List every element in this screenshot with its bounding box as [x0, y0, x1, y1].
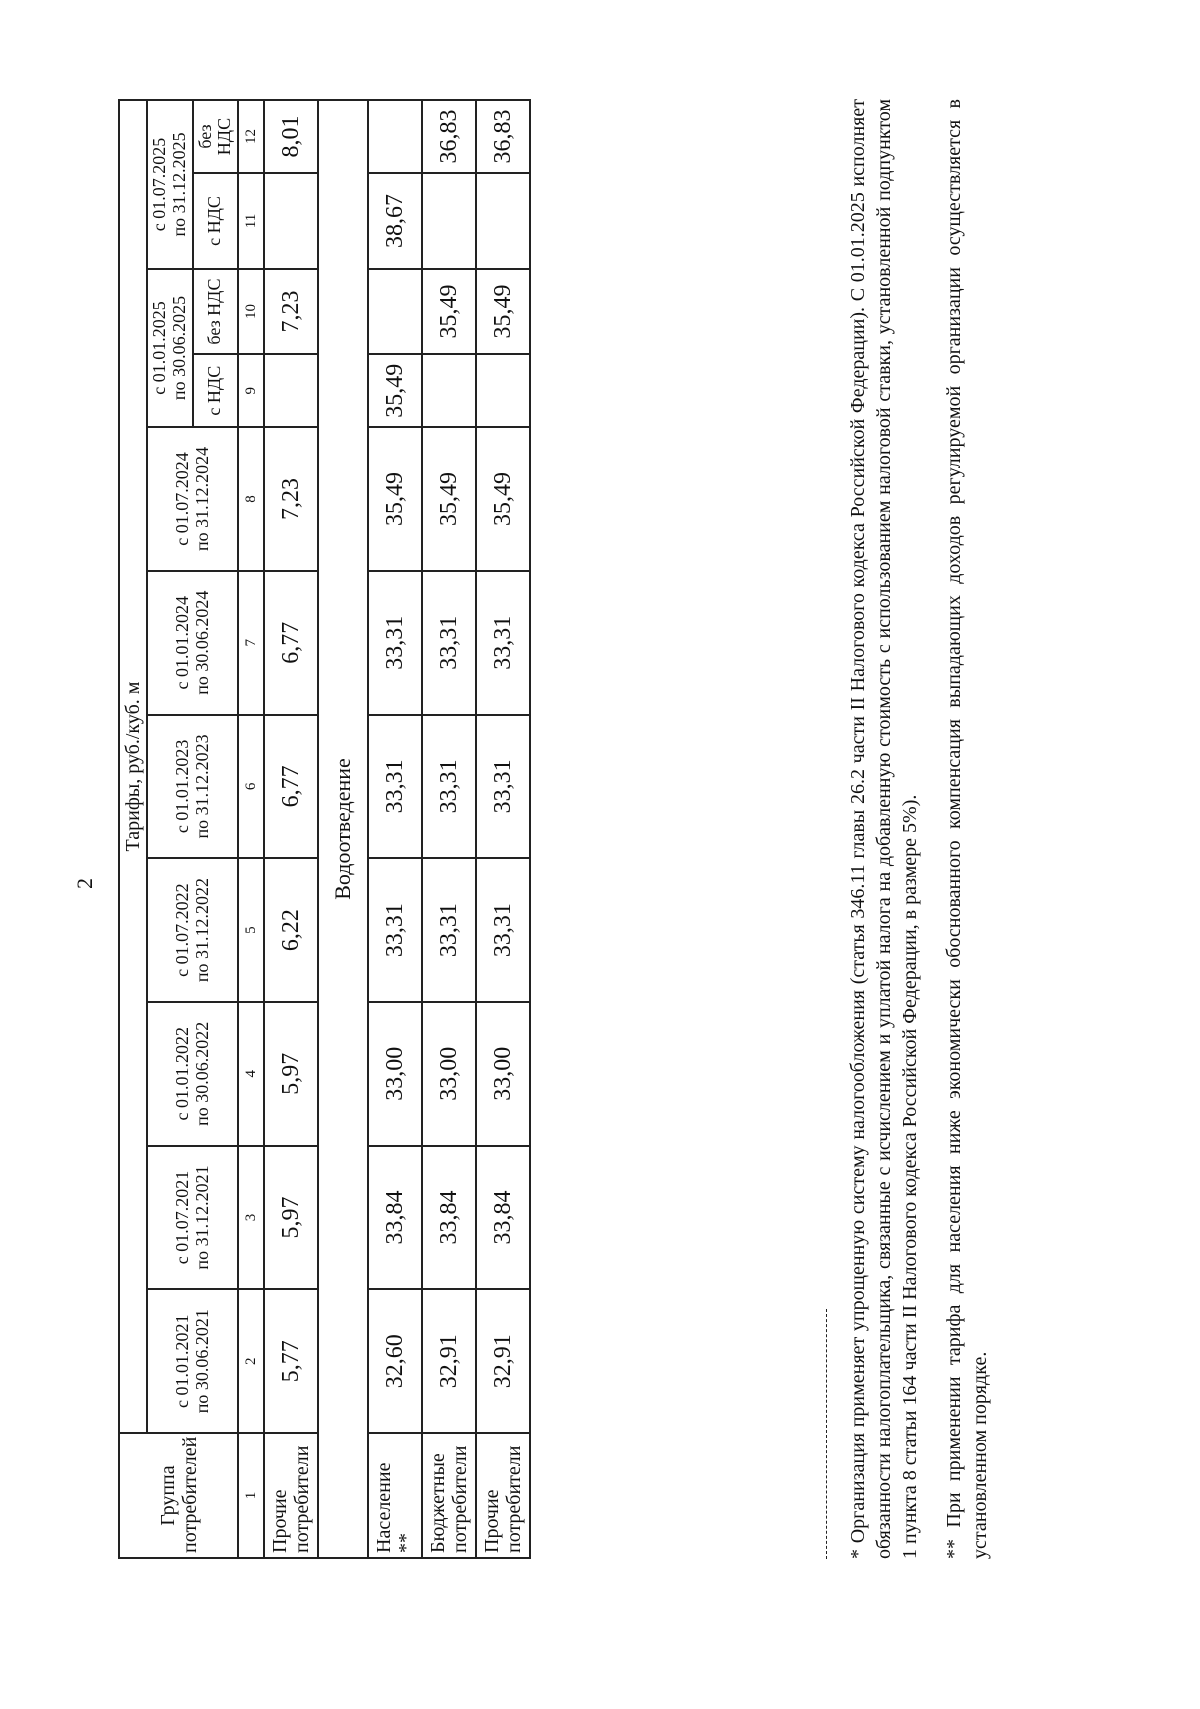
period-header: с 01.07.2024 по 31.12.2024 [147, 427, 238, 571]
tariff-value: 32,60 [368, 1289, 422, 1433]
tariff-value: 33,31 [422, 571, 476, 715]
footnote-1: * Организация применяет упрощенную систему налогообложения (статья 346.11 главы 26.2 части II Налогового кодекса Российской Федерации). С 01.01.2025 исполняет обязанности налогоплательщика, связанные с исчислением и уплатой налога на добавленную стоимость с использованием налоговой ставки, установленной подпунктом 1 пункта 8 статьи 164 части II Налогового кодекса Российской Федерации, в размере 5%). [847, 99, 921, 1559]
period-header: с 01.07.2021 по 31.12.2021 [147, 1146, 238, 1290]
tariff-value: 36,83 [476, 100, 530, 173]
tariff-value: 33,31 [476, 715, 530, 859]
tariff-value: 35,49 [476, 269, 530, 354]
period-header: с 01.01.2021 по 30.06.2021 [147, 1289, 238, 1433]
tariff-value: 32,91 [476, 1289, 530, 1433]
section-title: Водоотведение [318, 100, 368, 1558]
tariff-value: 32,91 [422, 1289, 476, 1433]
tariff-value [422, 354, 476, 427]
column-number: 2 [238, 1289, 264, 1433]
no-vat-subheader: без НДС [193, 269, 239, 354]
period-header: с 01.01.2023 по 31.12.2023 [147, 715, 238, 859]
tariff-value [422, 173, 476, 269]
header-row-1 [119, 100, 147, 1558]
tariff-value: 7,23 [264, 269, 318, 354]
tariff-value: 35,49 [476, 427, 530, 571]
header-row-2 [147, 100, 193, 1558]
tariff-value: 33,31 [368, 571, 422, 715]
vat-subheader: с НДС [193, 354, 239, 427]
column-number: 7 [238, 571, 264, 715]
consumer-group: Прочие потребители [264, 1433, 318, 1558]
tariff-value: 33,00 [422, 1002, 476, 1146]
column-number: 5 [238, 858, 264, 1002]
column-number: 1 [238, 1433, 264, 1558]
column-number: 8 [238, 427, 264, 571]
page-number: 2 [72, 878, 97, 889]
tariff-value: 5,77 [264, 1289, 318, 1433]
tariff-value [264, 354, 318, 427]
tariff-value: 33,00 [476, 1002, 530, 1146]
tariff-value: 35,49 [368, 427, 422, 571]
footnotes [826, 99, 1011, 1559]
tariff-value: 33,00 [368, 1002, 422, 1146]
no-vat-subheader: без НДС [193, 100, 239, 173]
period-header: с 01.01.2024 по 30.06.2024 [147, 571, 238, 715]
tariff-value [476, 354, 530, 427]
tariff-value: 8,01 [264, 100, 318, 173]
tariff-value: 33,31 [422, 858, 476, 1002]
tariff-value: 6,77 [264, 571, 318, 715]
period-header: с 01.01.2025 по 30.06.2025 [147, 269, 193, 427]
consumer-group: Население ** [368, 1433, 422, 1558]
tariff-value [264, 173, 318, 269]
section-row [318, 100, 368, 1558]
tariffs-header: Тарифы, руб./куб. м [119, 100, 147, 1433]
tariff-value: 33,84 [368, 1146, 422, 1290]
tariff-value: 6,22 [264, 858, 318, 1002]
tariff-value: 38,67 [368, 173, 422, 269]
column-number: 10 [238, 269, 264, 354]
table-row [264, 100, 318, 1558]
column-number-row [238, 100, 264, 1558]
table-row [368, 100, 422, 1558]
table-row [422, 100, 476, 1558]
tariff-value [476, 173, 530, 269]
table-row [476, 100, 530, 1558]
period-header: с 01.07.2025 по 31.12.2025 [147, 100, 193, 269]
tariff-value: 5,97 [264, 1146, 318, 1290]
column-number: 4 [238, 1002, 264, 1146]
tariff-value: 7,23 [264, 427, 318, 571]
period-header: с 01.01.2022 по 30.06.2022 [147, 1002, 238, 1146]
column-number: 9 [238, 354, 264, 427]
tariff-value: 35,49 [422, 269, 476, 354]
tariff-table [118, 99, 531, 1559]
tariff-value: 35,49 [368, 354, 422, 427]
group-header: Группа потребителей [119, 1433, 238, 1558]
tariff-value: 33,84 [476, 1146, 530, 1290]
tariff-value: 33,31 [476, 571, 530, 715]
column-number: 12 [238, 100, 264, 173]
column-number: 6 [238, 715, 264, 859]
consumer-group: Бюджетные потребители [422, 1433, 476, 1558]
vat-subheader: с НДС [193, 173, 239, 269]
consumer-group: Прочие потребители [476, 1433, 530, 1558]
footnote-rule [826, 1309, 827, 1559]
footnote-2: ** При применении тарифа для населения ниже экономически обоснованного компенсация выпадающих доходов регулируемой организации осуществляется в установленном порядке. [943, 99, 991, 1559]
tariff-value: 6,77 [264, 715, 318, 859]
tariff-value: 5,97 [264, 1002, 318, 1146]
tariff-value: 33,31 [368, 858, 422, 1002]
tariff-value: 35,49 [422, 427, 476, 571]
tariff-value [368, 100, 422, 173]
tariff-value: 36,83 [422, 100, 476, 173]
column-number: 3 [238, 1146, 264, 1290]
tariff-value: 33,31 [476, 858, 530, 1002]
tariff-value [368, 269, 422, 354]
column-number: 11 [238, 173, 264, 269]
period-header: с 01.07.2022 по 31.12.2022 [147, 858, 238, 1002]
tariff-value: 33,31 [422, 715, 476, 859]
tariff-value: 33,31 [368, 715, 422, 859]
tariff-value: 33,84 [422, 1146, 476, 1290]
